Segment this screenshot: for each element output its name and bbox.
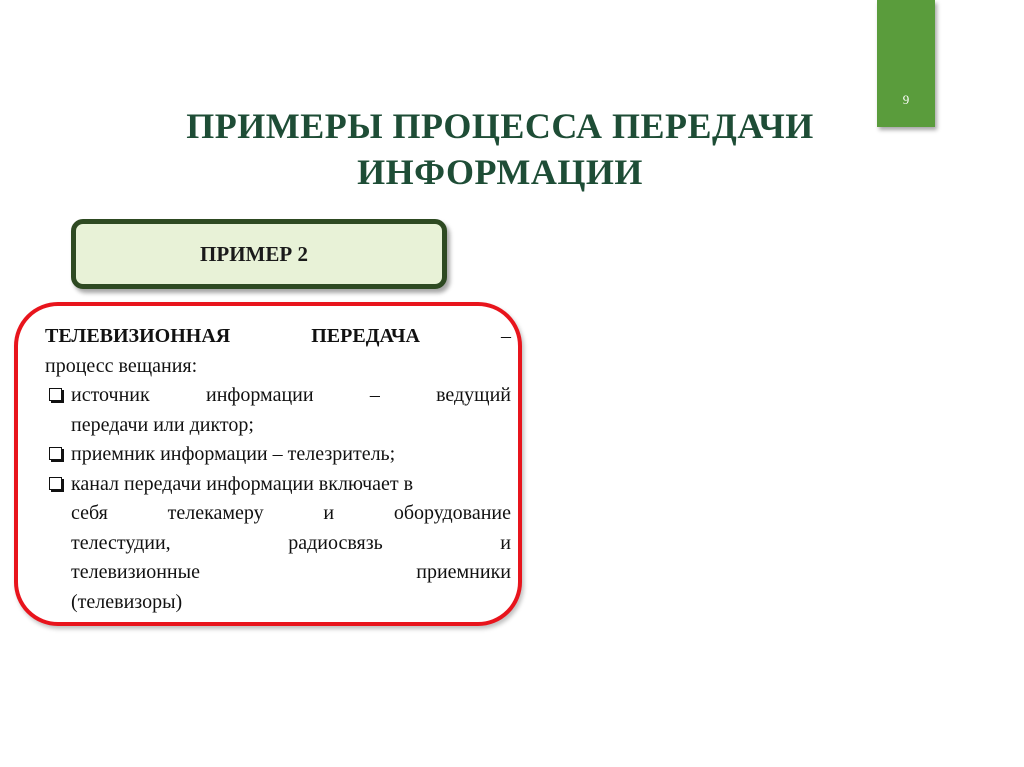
- list-item-line: (телевизоры): [71, 590, 183, 613]
- list-item-word: телестудии,: [71, 531, 171, 554]
- content-frame: [14, 302, 522, 626]
- list-item-word: источник: [71, 384, 150, 406]
- list-item: [45, 470, 511, 618]
- page-title: [130, 103, 870, 195]
- checkbox-bullet-icon: [49, 477, 62, 490]
- list-item-line: приемник информации – телезритель;: [71, 443, 396, 465]
- list-item-word: приемники: [416, 561, 511, 583]
- checkbox-bullet-icon: [49, 388, 62, 401]
- page-number-tab: [877, 0, 935, 127]
- list-item-line: канал передачи информации включает в: [71, 472, 414, 495]
- intro-rest: процесс вещания:: [45, 354, 198, 377]
- list-item-word: телевизионные: [71, 561, 200, 583]
- page-number: 9: [902, 92, 910, 107]
- example-badge: [71, 219, 447, 289]
- intro-word-1: ТЕЛЕВИЗИОННАЯ: [45, 325, 231, 347]
- list-item-line: передачи или диктор;: [71, 413, 254, 436]
- content-text: [45, 322, 511, 617]
- list-item-word: информации: [205, 384, 314, 406]
- list-item-word: телекамеру: [167, 502, 264, 524]
- list-item-word: и: [500, 531, 511, 554]
- list-item-word: –: [369, 384, 380, 406]
- intro-dash: –: [500, 325, 511, 347]
- list-item: [45, 440, 511, 470]
- title-line-2: ИНФОРМАЦИИ: [357, 152, 643, 192]
- list-item-word: себя: [71, 502, 108, 524]
- list-item-word: и: [323, 502, 335, 524]
- title-line-1: ПРИМЕРЫ ПРОЦЕССА ПЕРЕДАЧИ: [186, 106, 814, 146]
- list-item-word: радиосвязь: [288, 531, 383, 554]
- list-item-word: оборудование: [393, 502, 511, 524]
- example-badge-label: ПРИМЕР 2: [200, 241, 308, 266]
- list-item: [45, 381, 511, 440]
- intro-heading: [45, 322, 511, 352]
- list-item-word: ведущий: [436, 384, 511, 406]
- intro-word-2: ПЕРЕДАЧА: [311, 325, 420, 347]
- checkbox-bullet-icon: [49, 447, 62, 460]
